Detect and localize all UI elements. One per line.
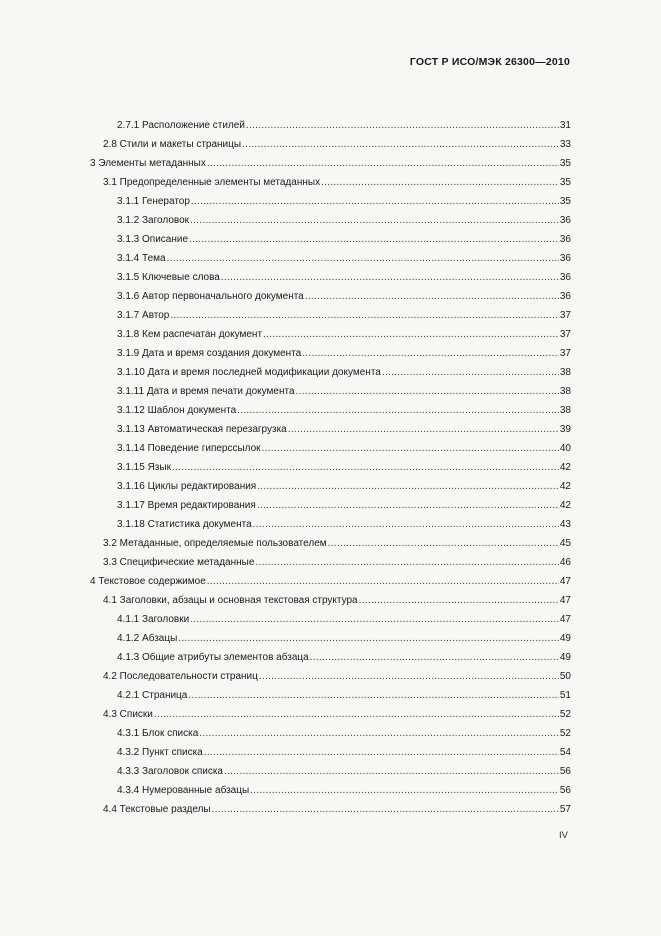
toc-entry-page: 47: [559, 595, 571, 606]
toc-entry-page: 51: [559, 690, 571, 701]
toc-entry-title: 4.3.4 Нумерованные абзацы: [117, 785, 250, 796]
toc-entry-page: 52: [559, 728, 571, 739]
toc-entry[interactable]: [90, 591, 571, 610]
toc-leader-dots: [237, 401, 559, 420]
toc-entry-title: 2.8 Стили и макеты страницы: [103, 139, 242, 150]
toc-entry-title: 3.1.2 Заголовок: [117, 215, 190, 226]
toc-leader-dots: [250, 781, 559, 800]
toc-entry[interactable]: [90, 496, 571, 515]
toc-entry-page: 43: [559, 519, 571, 530]
toc-entry[interactable]: [90, 230, 571, 249]
toc-leader-dots: [224, 762, 559, 781]
toc-leader-dots: [262, 439, 559, 458]
toc-entry[interactable]: [90, 610, 571, 629]
toc-entry-title: 4.1.3 Общие атрибуты элементов абзаца: [117, 652, 309, 663]
toc-entry-page: 42: [559, 462, 571, 473]
toc-leader-dots: [190, 211, 559, 230]
page-number: IV: [559, 830, 568, 841]
toc-entry-page: 39: [559, 424, 571, 435]
toc-leader-dots: [191, 192, 559, 211]
toc-entry[interactable]: [90, 211, 571, 230]
toc-entry[interactable]: [90, 781, 571, 800]
toc-entry[interactable]: [90, 344, 571, 363]
toc-entry-page: 45: [559, 538, 571, 549]
toc-entry-page: 40: [559, 443, 571, 454]
toc-entry[interactable]: [90, 420, 571, 439]
toc-leader-dots: [189, 230, 559, 249]
toc-entry-title: 3.1.4 Тема: [117, 253, 166, 264]
toc-leader-dots: [221, 268, 559, 287]
toc-entry[interactable]: [90, 515, 571, 534]
toc-entry-page: 36: [559, 253, 571, 264]
toc-entry-page: 38: [559, 386, 571, 397]
toc-entry-page: 36: [559, 291, 571, 302]
toc-entry[interactable]: [90, 268, 571, 287]
toc-entry-title: 3.1.17 Время редактирования: [117, 500, 256, 511]
toc-entry[interactable]: [90, 363, 571, 382]
toc-entry-page: 56: [559, 766, 571, 777]
toc-entry-page: 37: [559, 329, 571, 340]
toc-entry-page: 35: [559, 177, 571, 188]
toc-leader-dots: [167, 249, 559, 268]
toc-entry[interactable]: [90, 800, 571, 819]
toc-leader-dots: [178, 629, 559, 648]
toc-leader-dots: [190, 610, 559, 629]
toc-entry-page: 37: [559, 310, 571, 321]
toc-entry-title: 4.2 Последовательности страниц: [103, 671, 258, 682]
toc-leader-dots: [328, 534, 559, 553]
toc-entry[interactable]: [90, 762, 571, 781]
toc-leader-dots: [321, 173, 559, 192]
toc-entry-page: 56: [559, 785, 571, 796]
toc-leader-dots: [242, 135, 559, 154]
toc-entry-title: 3.1.10 Дата и время последней модификации документа: [117, 367, 381, 378]
toc-leader-dots: [310, 648, 559, 667]
toc-entry-title: 3.1 Предопределенные элементы метаданных: [103, 177, 321, 188]
toc-entry-title: 3.1.16 Циклы редактирования: [117, 481, 257, 492]
toc-entry-title: 3.1.1 Генератор: [117, 196, 190, 207]
toc-leader-dots: [154, 705, 559, 724]
toc-entry-title: 4.3.3 Заголовок списка: [117, 766, 223, 777]
toc-entry[interactable]: [90, 116, 571, 135]
toc-entry[interactable]: [90, 287, 571, 306]
toc-entry-title: 4.1.1 Заголовки: [117, 614, 190, 625]
toc-entry-page: 47: [559, 614, 571, 625]
toc-entry[interactable]: [90, 249, 571, 268]
toc-leader-dots: [204, 743, 559, 762]
toc-leader-dots: [305, 287, 559, 306]
toc-entry[interactable]: [90, 648, 571, 667]
toc-leader-dots: [207, 154, 559, 173]
toc-entry[interactable]: [90, 173, 571, 192]
toc-entry-page: 49: [559, 633, 571, 644]
toc-entry[interactable]: [90, 458, 571, 477]
toc-entry-page: 35: [559, 158, 571, 169]
toc-entry-title: 4 Текстовое содержимое: [90, 576, 206, 587]
toc-entry-page: 36: [559, 272, 571, 283]
toc-entry-title: 4.3.2 Пункт списка: [117, 747, 203, 758]
table-of-contents: [90, 116, 571, 819]
toc-entry-page: 46: [559, 557, 571, 568]
toc-entry-title: 3.1.14 Поведение гиперссылок: [117, 443, 261, 454]
toc-entry-title: 4.2.1 Страница: [117, 690, 188, 701]
toc-entry[interactable]: [90, 724, 571, 743]
toc-entry-page: 42: [559, 500, 571, 511]
toc-leader-dots: [255, 553, 558, 572]
toc-entry[interactable]: [90, 553, 571, 572]
toc-leader-dots: [246, 116, 559, 135]
toc-entry-page: 47: [559, 576, 571, 587]
toc-leader-dots: [188, 686, 559, 705]
toc-entry-page: 49: [559, 652, 571, 663]
toc-entry-title: 4.3.1 Блок списка: [117, 728, 199, 739]
toc-entry[interactable]: [90, 401, 571, 420]
toc-entry[interactable]: [90, 325, 571, 344]
toc-entry-title: 3.1.7 Автор: [117, 310, 170, 321]
toc-leader-dots: [257, 477, 559, 496]
toc-entry-title: 3.1.18 Статистика документа: [117, 519, 252, 530]
toc-entry-page: 31: [559, 120, 571, 131]
toc-entry[interactable]: [90, 743, 571, 762]
toc-entry-title: 3.3 Специфические метаданные: [103, 557, 255, 568]
toc-entry[interactable]: [90, 477, 571, 496]
toc-leader-dots: [172, 458, 559, 477]
toc-entry-title: 3.1.6 Автор первоначального документа: [117, 291, 304, 302]
toc-leader-dots: [382, 363, 559, 382]
toc-leader-dots: [359, 591, 559, 610]
toc-entry-title: 3.1.8 Кем распечатан документ: [117, 329, 263, 340]
toc-entry[interactable]: [90, 306, 571, 325]
toc-entry-page: 38: [559, 367, 571, 378]
toc-entry-page: 54: [559, 747, 571, 758]
toc-entry-page: 50: [559, 671, 571, 682]
toc-entry-title: 3.1.15 Язык: [117, 462, 171, 473]
toc-leader-dots: [259, 667, 559, 686]
toc-entry-title: 4.1.2 Абзацы: [117, 633, 178, 644]
toc-entry[interactable]: [90, 705, 571, 724]
toc-entry-page: 52: [559, 709, 571, 720]
toc-leader-dots: [253, 515, 559, 534]
toc-entry-page: 36: [559, 234, 571, 245]
toc-leader-dots: [199, 724, 559, 743]
toc-leader-dots: [170, 306, 559, 325]
document-header: ГОСТ Р ИСО/МЭК 26300—2010: [409, 56, 570, 68]
toc-entry-title: 3 Элементы метаданных: [90, 158, 206, 169]
toc-entry-title: 3.1.3 Описание: [117, 234, 189, 245]
toc-entry-page: 38: [559, 405, 571, 416]
toc-entry-title: 3.1.13 Автоматическая перезагрузка: [117, 424, 287, 435]
toc-leader-dots: [302, 344, 559, 363]
toc-entry-title: 4.1 Заголовки, абзацы и основная текстовая структура: [103, 595, 358, 606]
toc-entry-title: 3.2 Метаданные, определяемые пользователем: [103, 538, 327, 549]
toc-entry[interactable]: [90, 439, 571, 458]
toc-entry-title: 3.1.9 Дата и время создания документа: [117, 348, 302, 359]
toc-entry[interactable]: [90, 572, 571, 591]
toc-entry-page: 42: [559, 481, 571, 492]
toc-entry[interactable]: [90, 382, 571, 401]
toc-entry-page: 57: [559, 804, 571, 815]
toc-leader-dots: [296, 382, 559, 401]
toc-entry-title: 3.1.12 Шаблон документа: [117, 405, 237, 416]
toc-entry-title: 2.7.1 Расположение стилей: [117, 120, 245, 131]
toc-entry-page: 33: [559, 139, 571, 150]
toc-entry-page: 37: [559, 348, 571, 359]
toc-leader-dots: [212, 800, 559, 819]
toc-entry[interactable]: [90, 534, 571, 553]
toc-entry[interactable]: [90, 667, 571, 686]
toc-entry[interactable]: [90, 154, 571, 173]
toc-entry[interactable]: [90, 135, 571, 154]
toc-entry-title: 4.3 Списки: [103, 709, 153, 720]
toc-leader-dots: [257, 496, 559, 515]
toc-leader-dots: [288, 420, 559, 439]
toc-entry-page: 35: [559, 196, 571, 207]
toc-leader-dots: [263, 325, 559, 344]
toc-entry-title: 3.1.5 Ключевые слова: [117, 272, 220, 283]
toc-entry-page: 36: [559, 215, 571, 226]
toc-entry[interactable]: [90, 686, 571, 705]
toc-entry[interactable]: [90, 629, 571, 648]
toc-leader-dots: [207, 572, 559, 591]
toc-entry-title: 3.1.11 Дата и время печати документа: [117, 386, 295, 397]
toc-entry-title: 4.4 Текстовые разделы: [103, 804, 211, 815]
toc-entry[interactable]: [90, 192, 571, 211]
